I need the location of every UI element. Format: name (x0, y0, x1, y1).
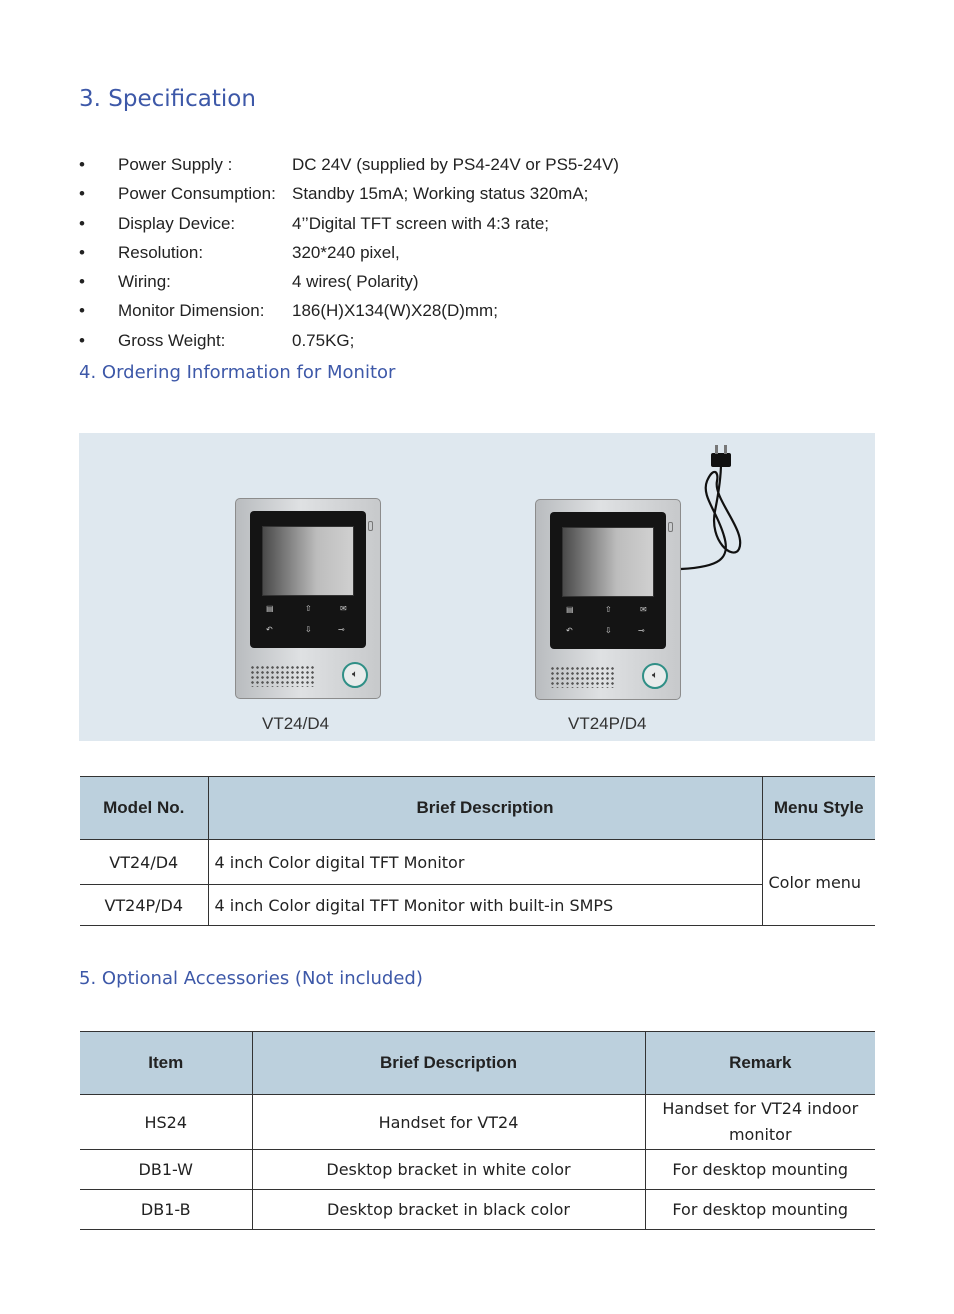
bullet: • (79, 242, 85, 262)
key-icon: ⊸ (638, 626, 645, 635)
table-row (80, 885, 875, 926)
spec-label: Resolution: (118, 242, 204, 262)
monitor-screen (562, 527, 654, 597)
monitor-front-panel (550, 512, 666, 649)
description-cell: 4 inch Color digital TFT Monitor (208, 840, 762, 885)
spec-label: Wiring: (118, 272, 171, 292)
bullet: • (79, 301, 85, 321)
table-header-row (80, 1032, 875, 1095)
monitor-front-panel (250, 511, 366, 648)
accessories-table (80, 1031, 875, 1230)
item-cell: DB1-W (80, 1150, 252, 1190)
ordering-info-table (80, 776, 875, 926)
device-caption-vt24: VT24/D4 (262, 714, 330, 733)
table-row (80, 1095, 875, 1150)
monitor-screen (262, 526, 354, 596)
model-cell: VT24P/D4 (80, 885, 208, 926)
device-caption-vt24p: VT24P/D4 (568, 714, 647, 733)
spec-label: Monitor Dimension: (118, 301, 265, 321)
spec-label: Power Supply : (118, 155, 233, 174)
bullet: • (79, 272, 85, 292)
menu-style-cell: Color menu (762, 840, 875, 926)
column-header: Model No. (80, 777, 208, 840)
column-header: Brief Description (252, 1032, 645, 1095)
column-header: Remark (645, 1032, 875, 1095)
section-3-title: 3. Specification (79, 86, 256, 112)
spec-label: Gross Weight: (118, 330, 226, 350)
monitor-product-image (79, 433, 875, 741)
spec-value: 0.75KG; (292, 330, 355, 350)
spec-value: Standby 15mA; Working status 320mA; (292, 184, 589, 204)
arrow-up-icon: ⇧ (605, 605, 612, 614)
talk-button-icon: 🔈︎ (642, 663, 668, 689)
return-icon: ↶ (566, 626, 573, 635)
power-cord-icon (679, 441, 759, 581)
spec-value: 4’’Digital TFT screen with 4:3 rate; (292, 213, 550, 233)
spec-value: 186(H)X134(W)X28(D)mm; (292, 301, 498, 321)
description-cell: 4 inch Color digital TFT Monitor with built-in SMPS (208, 885, 762, 926)
mail-icon: ✉ (340, 604, 347, 613)
item-cell: DB1-B (80, 1190, 252, 1230)
remark-cell: Handset for VT24 indoor monitor (645, 1095, 875, 1150)
monitor-body (235, 498, 381, 699)
document-icon: ▤ (266, 604, 274, 613)
remark-cell: For desktop mounting (645, 1190, 875, 1230)
column-header: Menu Style (762, 777, 875, 840)
table-row (80, 1190, 875, 1230)
column-header: Item (80, 1032, 252, 1095)
monitor-body (535, 499, 681, 700)
arrow-down-icon: ⇩ (305, 625, 312, 634)
led-indicator (668, 522, 673, 532)
spec-value: DC 24V (supplied by PS4-24V or PS5-24V) (292, 155, 619, 174)
section-5-title: 5. Optional Accessories (Not included) (79, 968, 423, 989)
arrow-down-icon: ⇩ (605, 626, 612, 635)
spec-label: Power Consumption: (118, 184, 276, 204)
mail-icon: ✉ (640, 605, 647, 614)
talk-button-icon: 🔈︎ (342, 662, 368, 688)
bullet: • (79, 330, 85, 350)
table-row (80, 840, 875, 885)
table-row (80, 1150, 875, 1190)
remark-cell: For desktop mounting (645, 1150, 875, 1190)
description-cell: Desktop bracket in black color (252, 1190, 645, 1230)
speaker-grille (250, 665, 314, 687)
document-icon: ▤ (566, 605, 574, 614)
column-header: Brief Description (208, 777, 762, 840)
led-indicator (368, 521, 373, 531)
spec-value: 320*240 pixel, (292, 242, 400, 262)
bullet: • (79, 155, 85, 174)
monitor-vt24-illustration (235, 498, 381, 699)
spec-value: 4 wires( Polarity) (292, 272, 419, 292)
description-cell: Desktop bracket in white color (252, 1150, 645, 1190)
table-header-row (80, 777, 875, 840)
return-icon: ↶ (266, 625, 273, 634)
bullet: • (79, 213, 85, 233)
arrow-up-icon: ⇧ (305, 604, 312, 613)
model-cell: VT24/D4 (80, 840, 208, 885)
monitor-vt24p-illustration (535, 499, 681, 700)
key-icon: ⊸ (338, 625, 345, 634)
speaker-grille (550, 666, 614, 688)
bullet: • (79, 184, 85, 204)
spec-label: Display Device: (118, 213, 236, 233)
item-cell: HS24 (80, 1095, 252, 1150)
section-4-title: 4. Ordering Information for Monitor (79, 362, 396, 383)
description-cell: Handset for VT24 (252, 1095, 645, 1150)
